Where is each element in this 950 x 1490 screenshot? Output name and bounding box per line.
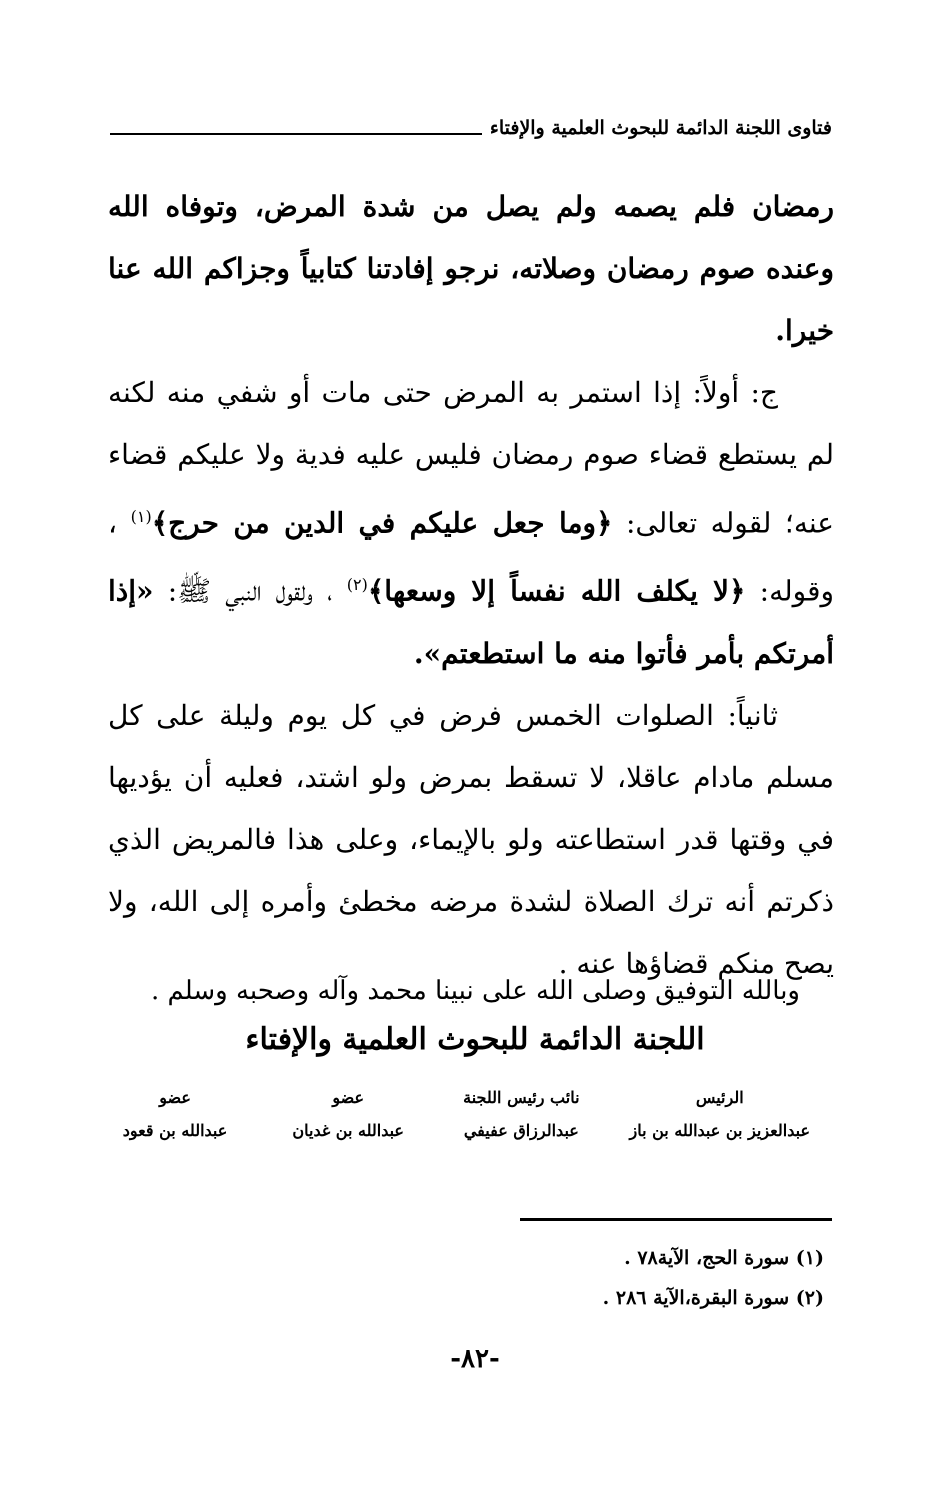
signatory-role: عضو: [159, 1088, 191, 1107]
header-rule: [110, 133, 482, 135]
signatory-role: الرئيس: [695, 1088, 744, 1107]
signatory-vice-chairman: [456, 1088, 586, 1140]
verse-1: ﴿وما جعل عليكم في الدين من حرج﴾: [151, 506, 613, 540]
page-number: -٨٢-: [450, 1344, 500, 1374]
signatory-chairman: [630, 1088, 811, 1140]
committee-title: اللجنة الدائمة للبحوث العلمية والإفتاء: [245, 1022, 705, 1057]
connector-2: ، ولقول النبي ﷺ:: [153, 574, 347, 608]
signatory-name: عبدالله بن غديان: [292, 1121, 404, 1140]
signatories: [110, 1088, 810, 1140]
question-text: رمضان فلم يصمه ولم يصل من شدة المرض، وتوفاه الله وعنده صوم رمضان وصلاته، نرجو إفادتنا كتابياً وجزاكم الله عنا خيرا.: [108, 190, 834, 347]
hadith-quote: «إذا أمرتكم بأمر فأتوا منه ما استطعتم».: [108, 574, 834, 670]
closing-statement: وبالله التوفيق وصلى الله على نبينا محمد وآله وصحبه وسلم .: [150, 976, 800, 1006]
footnote-ref-1: (١): [130, 507, 152, 526]
signatory-name: عبدالعزيز بن عبدالله بن باز: [629, 1121, 810, 1140]
connector-1: ، وقوله:: [108, 506, 835, 608]
signatory-member-1: [283, 1088, 413, 1140]
signatory-name: عبدالله بن قعود: [122, 1121, 228, 1140]
answer-part-1: [108, 362, 834, 685]
footnote-2: (٢) سورة البقرة،الآية ٢٨٦ .: [602, 1287, 824, 1309]
footnotes: [400, 1238, 824, 1318]
footnote-1: (١) سورة الحج، الآية٧٨ .: [624, 1247, 824, 1269]
running-header: [110, 112, 832, 144]
signatory-name: عبدالرزاق عفيفي: [463, 1121, 579, 1140]
verse-2: ﴿لا يكلف الله نفساً إلا وسعها﴾: [367, 574, 746, 608]
answer-intro: ج: أولاً: إذا استمر به المرض حتى مات أو شفي منه لكنه لم يستطع قضاء صوم رمضان فليس عليه فدية ولا عليكم قضاء عنه؛ لقوله تعالى:: [108, 376, 835, 540]
answer-part-2: ثانياً: الصلوات الخمس فرض في كل يوم وليلة على كل مسلم مادام عاقلا، لا تسقط بمرض ولو اشتد، فعليه أن يؤديها في وقتها قدر استطاعته ولو بالإيماء، وعلى هذا فالمريض الذي ذكرتم أنه ترك الصلاة لشدة مرضه مخطئ وأمره إلى الله، ولا يصح منكم قضاؤها عنه .: [108, 698, 834, 980]
header-title: فتاوى اللجنة الدائمة للبحوث العلمية والإفتاء: [489, 117, 832, 139]
signatory-member-2: [110, 1088, 240, 1140]
footnote-separator: [520, 1218, 832, 1221]
footnote-ref-2: (٢): [346, 575, 368, 595]
signatory-role: عضو: [332, 1088, 365, 1107]
body-text: [108, 176, 834, 995]
signatory-role: نائب رئيس اللجنة: [463, 1088, 580, 1107]
